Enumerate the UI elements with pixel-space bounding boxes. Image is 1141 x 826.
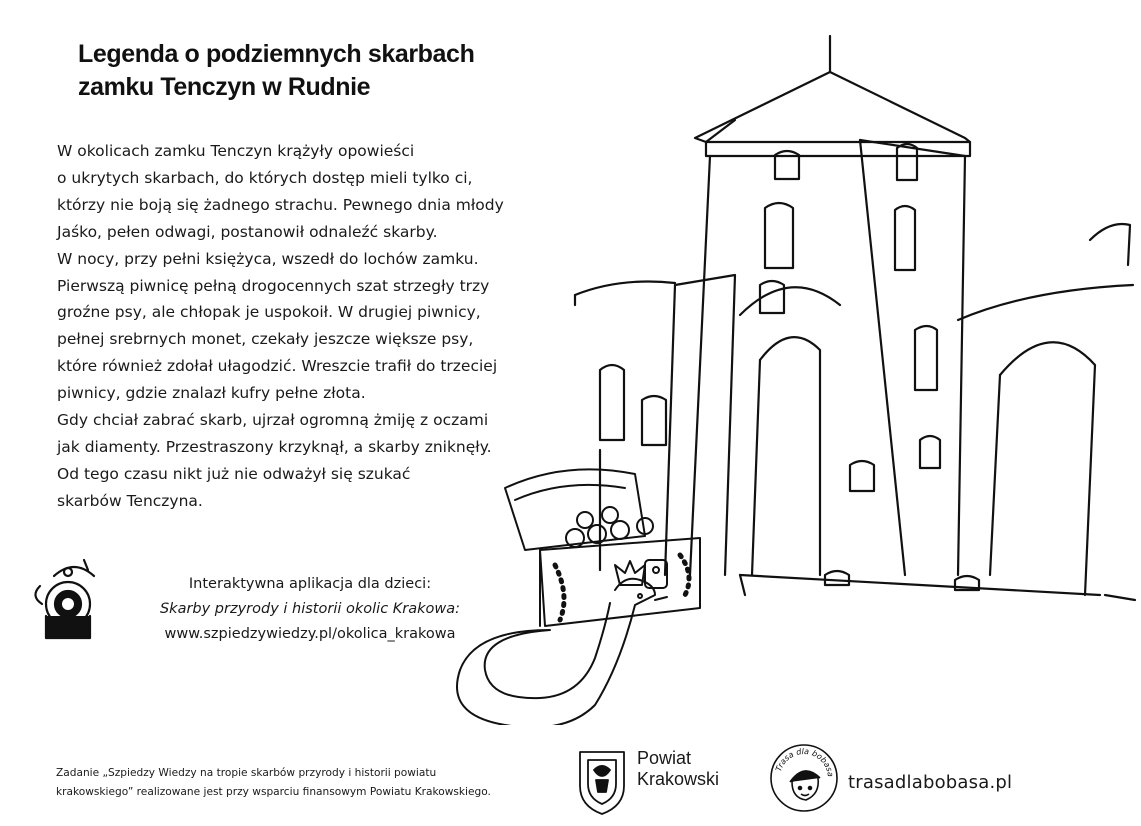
powiat-krakowski-logo-text: [637, 748, 719, 790]
coat-of-arms-icon: [576, 748, 628, 816]
story-line: Jaśko, pełen odwagi, postanowił odnaleźć skarby.: [57, 222, 438, 241]
app-promo-url[interactable]: www.szpiedzywiedzy.pl/okolica_krakowa: [164, 626, 456, 642]
story-line: W nocy, przy pełni księżyca, wszedł do lochów zamku.: [57, 249, 479, 268]
story-line: o ukrytych skarbach, do których dostęp mieli tylko ci,: [57, 168, 473, 187]
story-line: Od tego czasu nikt już nie odważył się szukać: [57, 464, 411, 483]
app-promo: [110, 572, 510, 647]
page-title-line-1: Legenda o podziemnych skarbach: [78, 40, 475, 68]
story-line: piwnicy, gdzie znalazł kufry pełne złota.: [57, 384, 366, 403]
website-link[interactable]: trasadlabobasa.pl: [848, 772, 1013, 793]
trasa-dla-bobasa-badge-icon: [768, 742, 840, 814]
story-line: pełnej srebrnych monet, czekały jeszcze większe psy,: [57, 330, 474, 349]
story-line: które również zdołał ułagodzić. Wreszcie trafił do trzeciej: [57, 357, 498, 376]
story-line: Pierwszą piwnicę pełną drogocennych szat strzegły trzy: [57, 276, 490, 295]
spy-mascot-icon: [28, 556, 106, 646]
page-title: [78, 38, 474, 104]
page-title-line-2: zamku Tenczyn w Rudnie: [78, 73, 371, 101]
badge-label: Trasa dla bobasa: [774, 746, 836, 778]
legend-story: [57, 138, 504, 515]
story-line: skarbów Tenczyna.: [57, 491, 203, 510]
powiat-line-1: Powiat: [637, 748, 692, 768]
funding-note-line-2: krakowskiego” realizowane jest przy wsparciu finansowym Powiatu Krakowskiego.: [56, 786, 491, 798]
story-line: W okolicach zamku Tenczyn krążyły opowieści: [57, 142, 415, 160]
story-line: jak diamenty. Przestraszony krzyknął, a skarby zniknęły.: [57, 437, 492, 456]
funding-note: [56, 764, 491, 802]
app-promo-name: Skarby przyrody i historii okolic Krakowa:: [159, 601, 461, 617]
powiat-line-2: Krakowski: [637, 769, 720, 789]
app-promo-intro: Interaktywna aplikacja dla dzieci:: [188, 576, 432, 592]
funding-note-line-1: Zadanie „Szpiedzy Wiedzy na tropie skarbów przyrody i historii powiatu: [56, 767, 437, 779]
story-line: Gdy chciał zabrać skarb, ujrzał ogromną żmiję z oczami: [57, 411, 489, 430]
story-line: groźne psy, ale chłopak je uspokoił. W drugiej piwnicy,: [57, 303, 481, 322]
story-line: którzy nie boją się żadnego strachu. Pewnego dnia młody: [57, 195, 504, 214]
